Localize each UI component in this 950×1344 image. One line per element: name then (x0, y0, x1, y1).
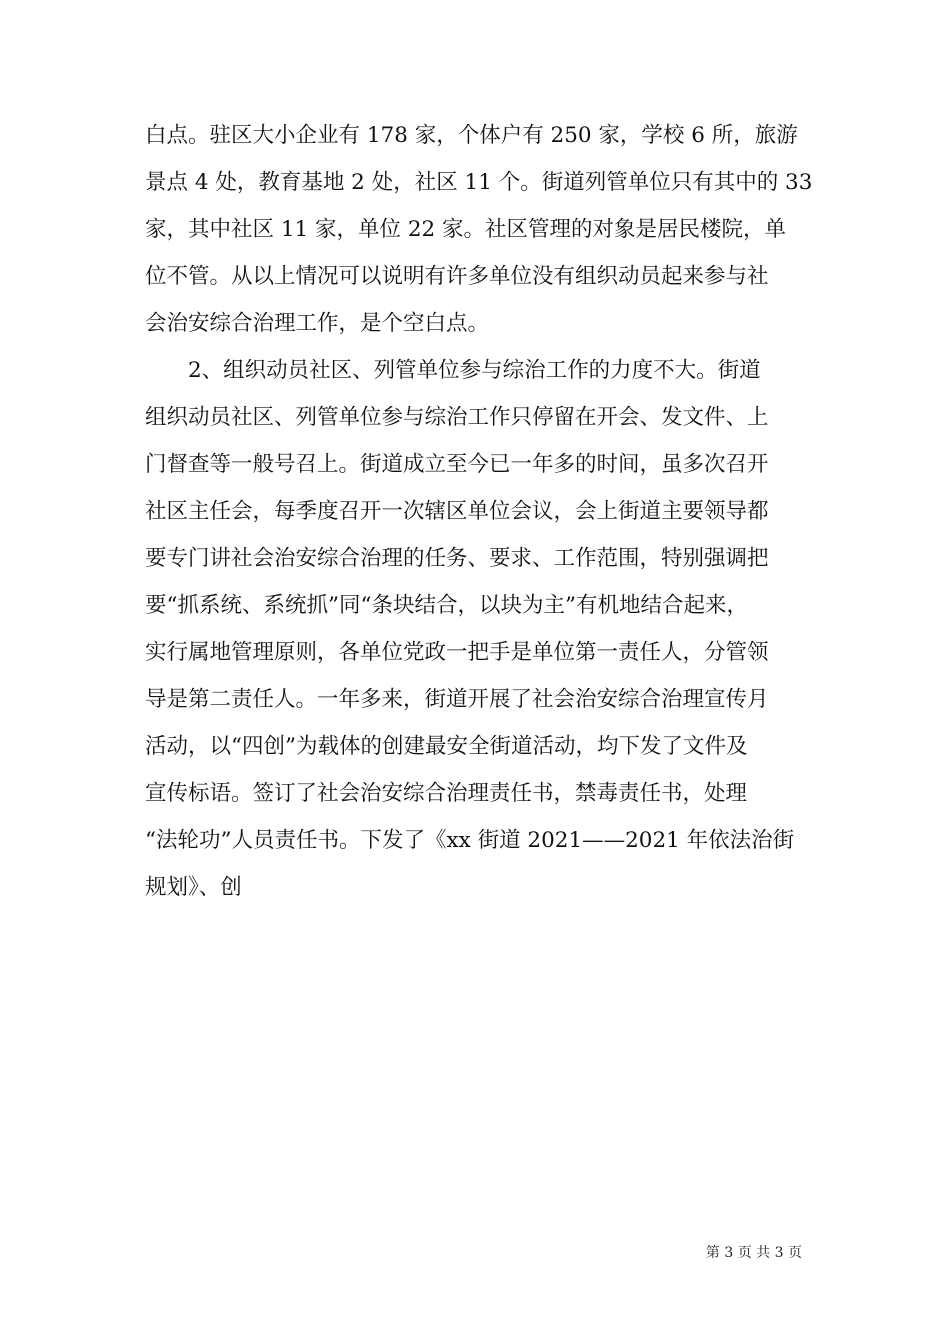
text-line: 要“抓系统、系统抓”同“条块结合，以块为主”有机地结合起来， (145, 593, 748, 618)
text-line: 位不管。从以上情况可以说明有许多单位没有组织动员起来参与社 (145, 264, 769, 289)
text-line: 实行属地管理原则，各单位党政一把手是单位第一责任人，分管领 (145, 640, 769, 665)
text-line: 门督查等一般号召上。街道成立至今已一年多的时间，虽多次召开 (145, 452, 769, 477)
text-line: 组织动员社区、列管单位参与综治工作只停留在开会、发文件、上 (145, 405, 769, 430)
text-line: 景点 4 处，教育基地 2 处，社区 11 个。街道列管单位只有其中的 33 (145, 170, 813, 195)
text-line: 导是第二责任人。一年多来，街道开展了社会治安综合治理宣传月 (145, 687, 769, 712)
text-line: 要专门讲社会治安综合治理的任务、要求、工作范围，特别强调把 (145, 546, 769, 571)
text-line: “法轮功”人员责任书。下发了《xx 街道 2021——2021 年依法治街 (145, 828, 795, 853)
text-line: 2、组织动员社区、列管单位参与综治工作的力度不大。街道 (145, 358, 761, 383)
text-line: 宣传标语。签订了社会治安综合治理责任书，禁毒责任书，处理 (145, 781, 748, 806)
text-line: 活动，以“四创”为载体的创建最安全街道活动，均下发了文件及 (145, 734, 748, 759)
text-line: 规划》、创 (145, 875, 242, 900)
page-number-footer: 第 3 页 共 3 页 (705, 1245, 802, 1261)
text-line: 社区主任会，每季度召开一次辖区单位会议，会上街道主要领导都 (145, 499, 769, 524)
text-line: 白点。驻区大小企业有 178 家，个体户有 250 家，学校 6 所，旅游 (145, 123, 798, 148)
text-line: 家，其中社区 11 家，单位 22 家。社区管理的对象是居民楼院，单 (145, 217, 787, 242)
document-body (145, 112, 813, 911)
text-line: 会治安综合治理工作，是个空白点。 (145, 311, 490, 336)
